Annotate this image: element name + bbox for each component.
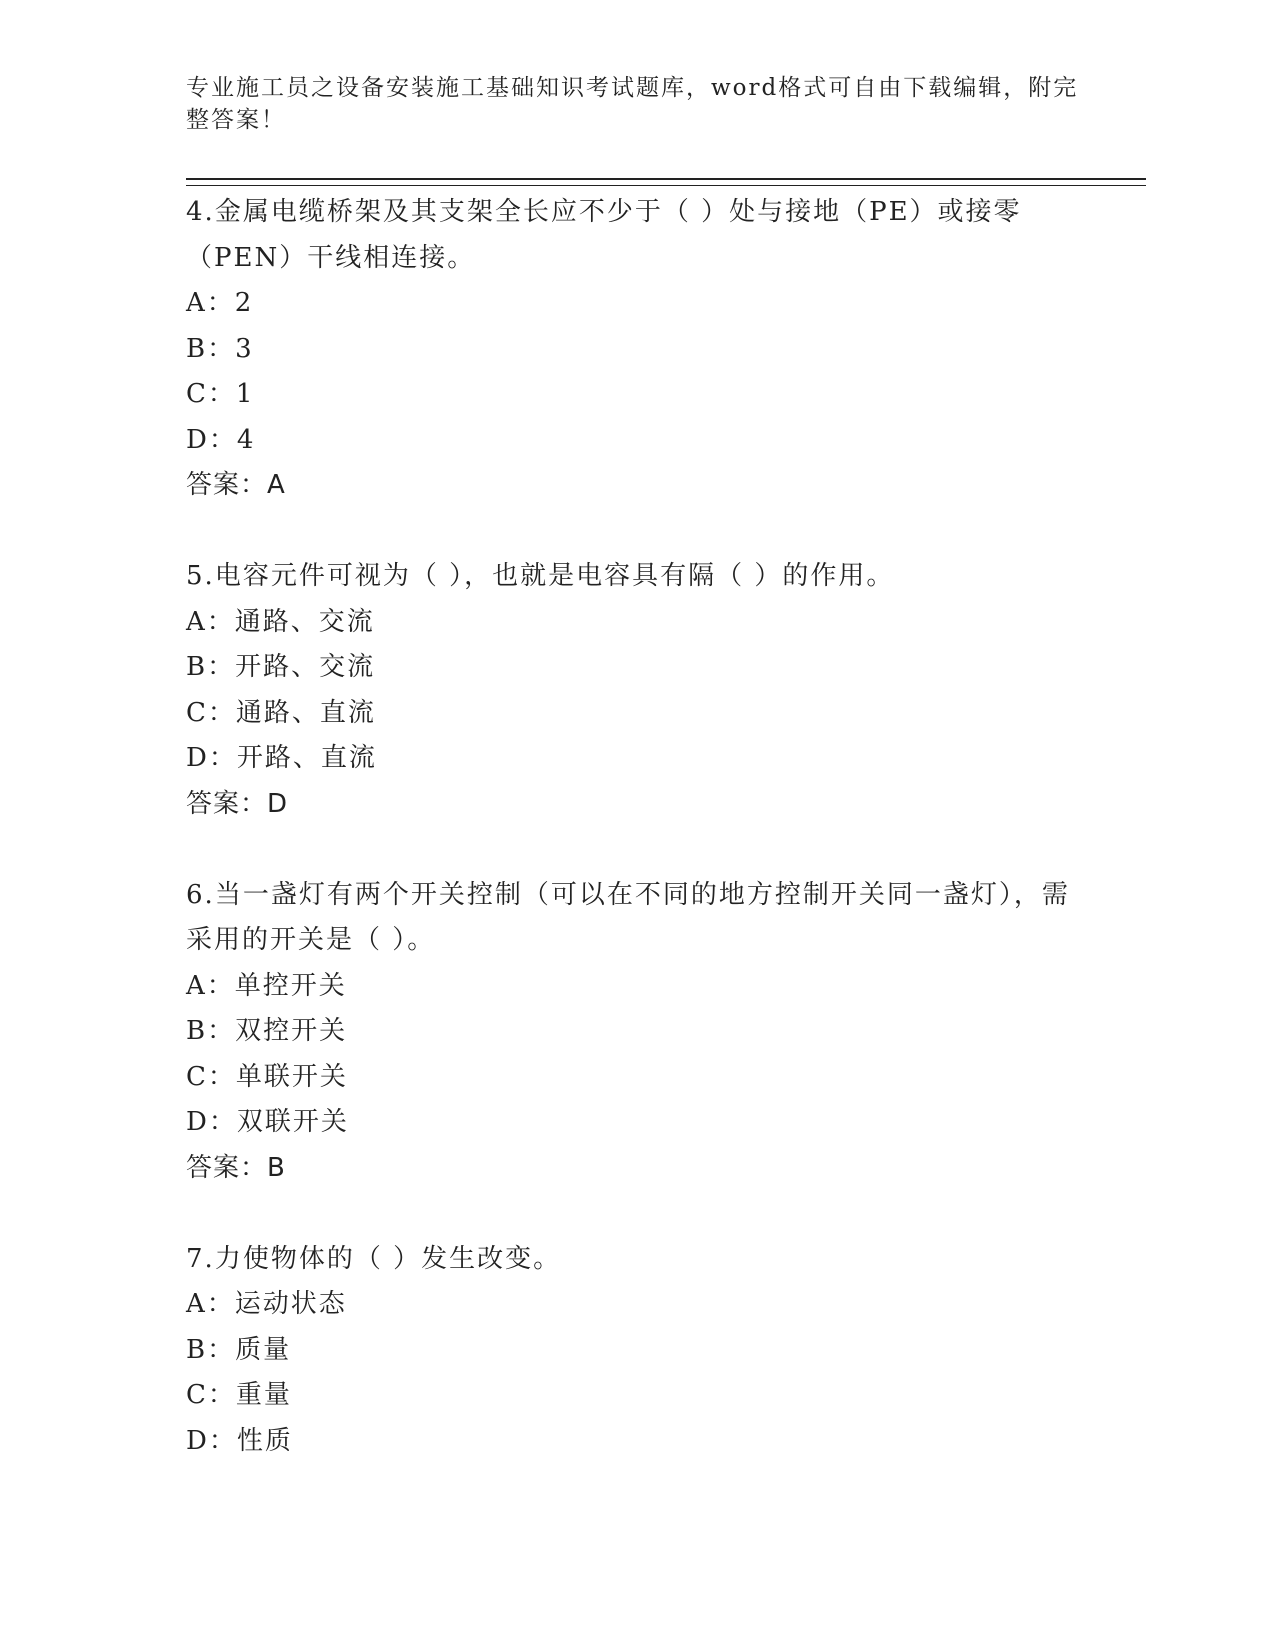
question-stem: 电容元件可视为（ ），也就是电容具有隔（ ）的作用。 bbox=[214, 561, 895, 591]
question-number: 6. bbox=[186, 879, 215, 910]
option-a bbox=[186, 964, 1086, 1010]
question-text bbox=[186, 873, 1086, 964]
header-divider bbox=[186, 178, 1146, 186]
option-label: B： bbox=[186, 1016, 236, 1046]
option-text: 质量 bbox=[235, 1334, 292, 1365]
option-label: C： bbox=[186, 1380, 236, 1410]
question-number: 4. bbox=[186, 197, 215, 227]
option-text: 2 bbox=[234, 288, 254, 318]
option-label: B： bbox=[186, 652, 236, 682]
option-text: 1 bbox=[235, 379, 255, 409]
question-stem: 金属电缆桥架及其支架全长应不少于（ ）处与接地（PE）或接零（PEN）干线相连接。 bbox=[186, 197, 1022, 273]
question-list bbox=[186, 190, 1086, 1511]
option-c bbox=[186, 372, 1086, 418]
question-7 bbox=[186, 1237, 1086, 1465]
option-label: A： bbox=[186, 970, 235, 1001]
option-text: 单控开关 bbox=[234, 970, 347, 1001]
option-b bbox=[186, 645, 1086, 691]
option-text: 开路、直流 bbox=[236, 743, 377, 773]
option-text: 运动状态 bbox=[234, 1289, 347, 1319]
option-text: 单联开关 bbox=[235, 1061, 348, 1092]
option-c bbox=[186, 1373, 1086, 1419]
option-b bbox=[186, 1328, 1086, 1374]
question-number: 7. bbox=[186, 1243, 215, 1274]
question-text bbox=[186, 1237, 1086, 1283]
option-text: 双控开关 bbox=[235, 1016, 348, 1046]
question-number: 5. bbox=[186, 561, 215, 591]
option-label: A： bbox=[186, 606, 235, 637]
document-header: 专业施工员之设备安装施工基础知识考试题库，word格式可自由下载编辑，附完整答案！ bbox=[186, 75, 1079, 133]
option-label: D： bbox=[186, 1425, 237, 1456]
option-label: C： bbox=[186, 379, 236, 409]
option-text: 双联开关 bbox=[236, 1107, 349, 1137]
option-text: 重量 bbox=[235, 1380, 292, 1410]
option-b bbox=[186, 1009, 1086, 1055]
option-label: B： bbox=[186, 333, 236, 364]
question-stem: 当一盏灯有两个开关控制（可以在不同的地方控制开关同一盏灯），需采用的开关是（ ）。 bbox=[186, 879, 1070, 955]
option-label: D： bbox=[186, 1107, 237, 1137]
option-a bbox=[186, 1282, 1086, 1328]
option-text: 通路、交流 bbox=[234, 606, 375, 637]
option-label: A： bbox=[186, 288, 235, 318]
option-d bbox=[186, 1100, 1086, 1146]
option-text: 性质 bbox=[236, 1425, 293, 1456]
question-stem: 力使物体的（ ）发生改变。 bbox=[214, 1243, 562, 1274]
option-text: 通路、直流 bbox=[235, 697, 376, 728]
option-c bbox=[186, 691, 1086, 737]
question-6 bbox=[186, 873, 1086, 1190]
answer: 答案：A bbox=[186, 470, 286, 500]
question-5 bbox=[186, 554, 1086, 826]
option-label: C： bbox=[186, 1061, 236, 1092]
option-text: 3 bbox=[235, 333, 254, 364]
option-label: B： bbox=[186, 1334, 236, 1365]
option-d bbox=[186, 1419, 1086, 1465]
option-d bbox=[186, 736, 1086, 782]
option-b bbox=[186, 327, 1086, 373]
question-4 bbox=[186, 190, 1086, 507]
option-label: D： bbox=[186, 424, 237, 455]
option-label: C： bbox=[186, 697, 236, 728]
option-c bbox=[186, 1055, 1086, 1101]
option-text: 开路、交流 bbox=[235, 652, 376, 682]
option-d bbox=[186, 418, 1086, 464]
option-text: 4 bbox=[236, 424, 256, 455]
question-text bbox=[186, 554, 1086, 600]
option-label: A： bbox=[186, 1289, 235, 1319]
question-text bbox=[186, 190, 1086, 281]
option-label: D： bbox=[186, 743, 237, 773]
answer: 答案：D bbox=[186, 788, 289, 819]
option-a bbox=[186, 281, 1086, 327]
answer: 答案：B bbox=[186, 1152, 286, 1183]
option-a bbox=[186, 600, 1086, 646]
